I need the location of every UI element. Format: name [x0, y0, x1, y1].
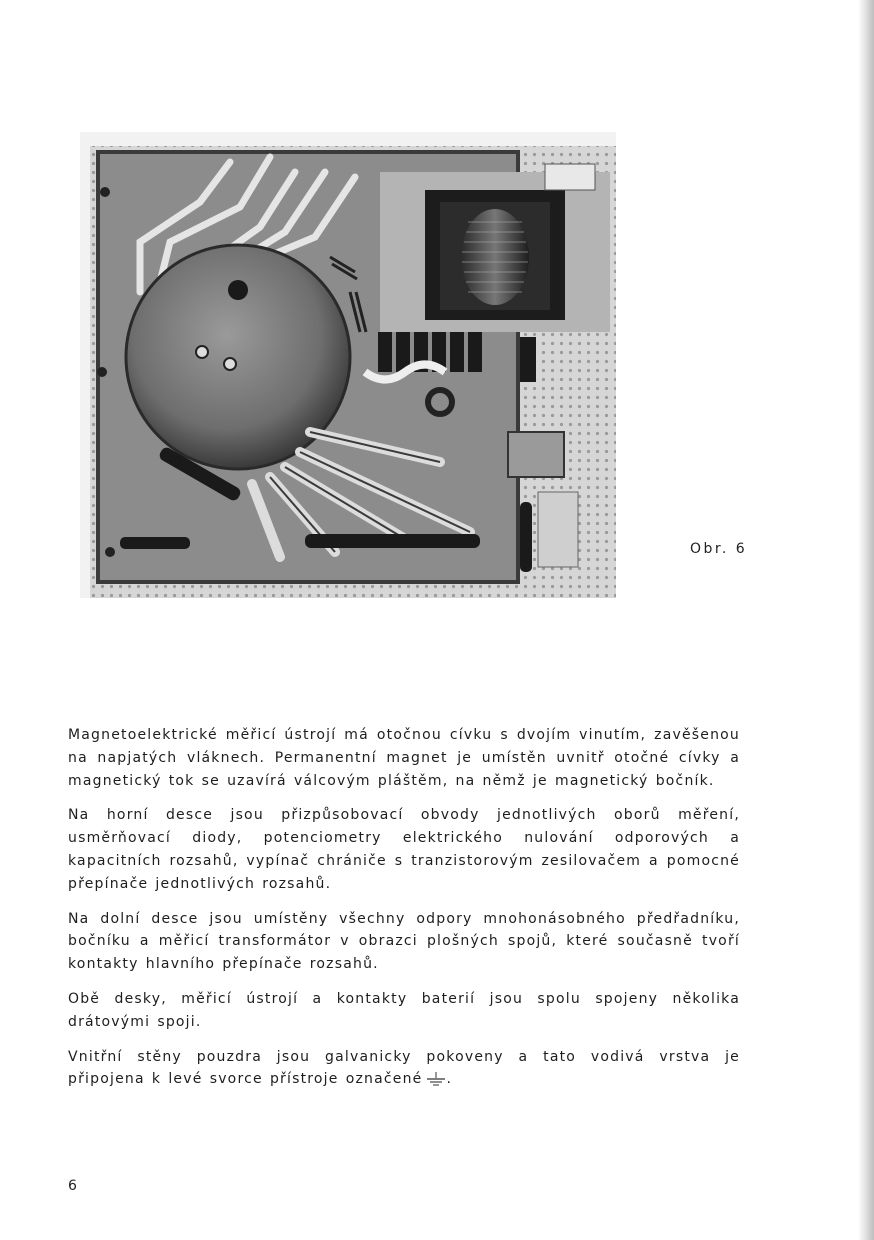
paragraph-last [68, 1046, 740, 1092]
paragraph: Na horní desce jsou přizpůsobovací obvody jednotlivých oborů měření, usměrňovací diody, potenciometry elektrického nulování odporových a kapacitních rozsahů, vypínač chrániče s tranzistorovým zesilovačem a pomocné přepínače jednotlivých rozsahů. [68, 807, 740, 892]
body-text [68, 724, 740, 1103]
paragraph: Na dolní desce jsou umístěny všechny odpory mnohonásobného předřadníku, bočníku a měřicí transformátor v obrazci plošných spojů, které současně tvoří kontakty hlavního přepínače rozsahů. [68, 910, 740, 973]
paragraph-end: . [446, 1071, 453, 1088]
paragraph: Obě desky, měřicí ústrojí a kontakty baterií jsou spolu spojeny několika drátovými spoji. [68, 990, 740, 1030]
ground-symbol-icon [425, 1072, 447, 1086]
paragraph: Magnetoelektrické měřicí ústrojí má otočnou cívku s dvojím vinutím, zavěšenou na napjatých vláknech. Permanentní magnet je umístěn uvnitř otočné cívky a magnetický tok se uzavírá válcovým pláštěm, na němž je magnetický bočník. [68, 727, 740, 789]
page-edge-shadow [858, 0, 874, 1240]
instrument-interior-photo [80, 132, 616, 598]
figure-caption: Obr. 6 [690, 541, 748, 557]
figure-photo [80, 132, 616, 598]
page-number: 6 [68, 1178, 77, 1194]
paragraph-text: Vnitřní stěny pouzdra jsou galvanicky pokoveny a tato vodivá vrstva je připojena k levé svorce přístroje označené [68, 1048, 740, 1088]
